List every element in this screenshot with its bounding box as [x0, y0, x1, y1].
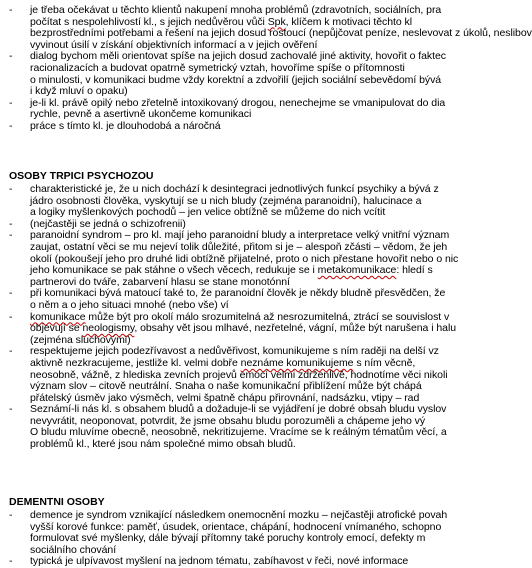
text-line: bezprostředními potřebami a řešení na jejich dosud rostoucí (nepůjčovat peníze, neslevovat z úkolů, neslibov — [30, 27, 532, 40]
list-item — [0, 98, 530, 121]
text-line: rychle, pevně a asertivně ukončeme komunikaci — [30, 108, 252, 121]
bullet-dash: - — [9, 345, 13, 358]
bullet-dash: - — [9, 183, 13, 195]
text-line: o minulosti, v komunikaci budme vždy korektní a zdvořilí (jejich sociální sebevědomí bývá — [30, 73, 442, 86]
text-line: neosobně, vážně, z hlediska zevních projevů emocí velmi zdrženlivě, hodnotíme věci nikoli — [30, 368, 448, 381]
text-line: problémů kl., které jsou nám společné mimo obsah bludů. — [30, 438, 296, 451]
text-line: formulovat své myšlenky, dále bývají přítomny také poruchy kontroly emocí, defekty m — [30, 532, 426, 545]
text-line: při komunikaci bývá matoucí také to, že paranoidní člověk je někdy bludně přesvědčen, že — [30, 287, 446, 300]
text-line: typická je ulpívavost myšlení na jednom tématu, zabíhavost v řeči, nové informace — [30, 555, 409, 568]
text-line: vyvinout úsilí v získání objektivních informací a v jejich ověření — [30, 38, 318, 51]
list-item — [0, 230, 530, 288]
bullet-dash: - — [9, 403, 13, 416]
text-line: okolí (pokoušejí jeho pro druhé lidi obtížně přijatelné, proto o nich přestane hovořit nebo o nic — [30, 252, 459, 265]
text-line: partnerovi do tváře, zabarvení hlasu se stane monotónní — [30, 275, 290, 288]
text-line: jádro osobnosti člověka, vyskytují se u nich bludy (zejména paranoidní), halucinace a — [30, 194, 422, 207]
text-line: sociálního chování — [30, 543, 117, 556]
list-item — [0, 288, 530, 311]
list-item — [0, 510, 530, 556]
text-line: význam slov – citově neutrální. Snaha o naše komunikační přiblížení může být chápá — [30, 380, 422, 393]
text-line: (zejména sluchovými) — [30, 333, 131, 346]
bullet-dash: - — [9, 287, 13, 300]
text-line: jeho komunikace se pak stáhne o všech věcech, redukuje se i metakomunikace: hledí s — [30, 264, 433, 277]
text-line: demence je syndrom vznikající následkem onemocnění mozku – nejčastěji atrofické povah — [30, 509, 448, 521]
section-heading-dementia: DEMENTNI OSOBY — [9, 496, 105, 508]
list-item — [0, 5, 530, 51]
text-line: počítat s nespolehlivostí kl., s jejich nedůvěrou vůči Spk, klíčem k motivaci těchto kl — [30, 15, 413, 28]
text-line: vyšší korové funkce: paměť, úsudek, orientace, chápání, hodnocení vnímaného, schopno — [30, 520, 442, 533]
text-line: racionalizacích a budovat opatrně symetrický vztah, hovoříme spíše o přítomnosti — [30, 61, 405, 74]
bullet-dash: - — [9, 96, 13, 109]
list-item — [0, 121, 530, 133]
text-line: nevyvrátit, neoponovat, potvrdit, že jsme obsahu bludu porozuměli a chápeme jeho vý — [30, 414, 426, 427]
section-heading-psychosis: OSOBY TRPICI PSYCHOZOU — [9, 170, 154, 182]
list-item — [0, 312, 530, 347]
section-1-list — [0, 5, 530, 133]
text-line: paranoidní syndrom – pro kl. mají jeho paranoidní bludy a interpretace velký vnitřní význam — [30, 229, 450, 242]
list-item — [0, 556, 530, 568]
list-item — [0, 51, 530, 97]
bullet-dash: - — [9, 555, 13, 568]
text-line: je-li kl. právě opilý nebo zřetelně intoxikovaný drogou, nenechejme se vmanipulovat do dia — [30, 96, 446, 109]
text-line: aktivně nezkracujeme, jestliže kl. velmi dobře neznáme komunikujeme s ním věcně, — [30, 356, 416, 369]
text-line: charakteristické je, že u nich dochází k desintegraci jednotlivých funkcí psychiky a bývá z — [30, 183, 439, 195]
text-line: O bludu mluvíme obecně, neosobně, nekritizujeme. Vracíme se k reálným tématům věcí, a — [30, 426, 447, 439]
text-line: dialog bychom měli orientovat spíše na jejich dosud zachovalé jiné aktivity, hovořit o faktec — [30, 50, 446, 63]
bullet-dash: - — [9, 509, 13, 521]
text-line: práce s tímto kl. je dlouhodobá a náročná — [30, 119, 221, 132]
section-2-list — [0, 184, 530, 451]
text-line: je třeba očekávat u těchto klientů nakupení mnoha problémů (zdravotních, sociálních, pra — [30, 4, 442, 16]
text-line: komunikace může být pro okolí málo srozumitelná až nesrozumitelná, ztrácí se souvislost v — [30, 310, 450, 323]
section-3-list — [0, 510, 530, 568]
bullet-dash: - — [9, 310, 13, 323]
text-line: přátelský úsměv jako výsměch, velmi špatně chápu přirovnání, nadsázku, vtipy – rad — [30, 391, 420, 404]
text-line: zaujat, ostatní věci se mu nejeví tolik důležité, přitom si je – alespoň zčásti – vědom, že jeh — [30, 240, 448, 253]
list-item — [0, 404, 530, 450]
text-line: o něm a o jeho situaci mnohé (nebo vše) ví — [30, 298, 229, 311]
text-line: i když mluví o opaku) — [30, 85, 128, 98]
list-item — [0, 184, 530, 219]
bullet-dash: - — [9, 229, 13, 242]
list-item — [0, 346, 530, 404]
text-line: a logiky myšlenkových pochodů – jen velice obtížně se můžeme do nich vcítit — [30, 206, 386, 219]
bullet-dash: - — [9, 217, 13, 230]
text-line: (nejčastěji se jedná o schizofrenii) — [30, 217, 186, 230]
text-line: Seznámí-li nás kl. s obsahem bludů a dožaduje-li se vyjádření je dobré obsah bludu vyslov — [30, 403, 447, 416]
text-line: respektujeme jejich podezřívavost a nedůvěřivost, komunikujeme s ním raději na delší vz — [30, 345, 439, 358]
bullet-dash: - — [9, 4, 13, 16]
bullet-dash: - — [9, 119, 13, 132]
bullet-dash: - — [9, 50, 13, 63]
text-line: objevují se neologismy, obsahy vět jsou mlhavé, nezřetelné, vágní, může být narušena i halu — [30, 322, 457, 335]
